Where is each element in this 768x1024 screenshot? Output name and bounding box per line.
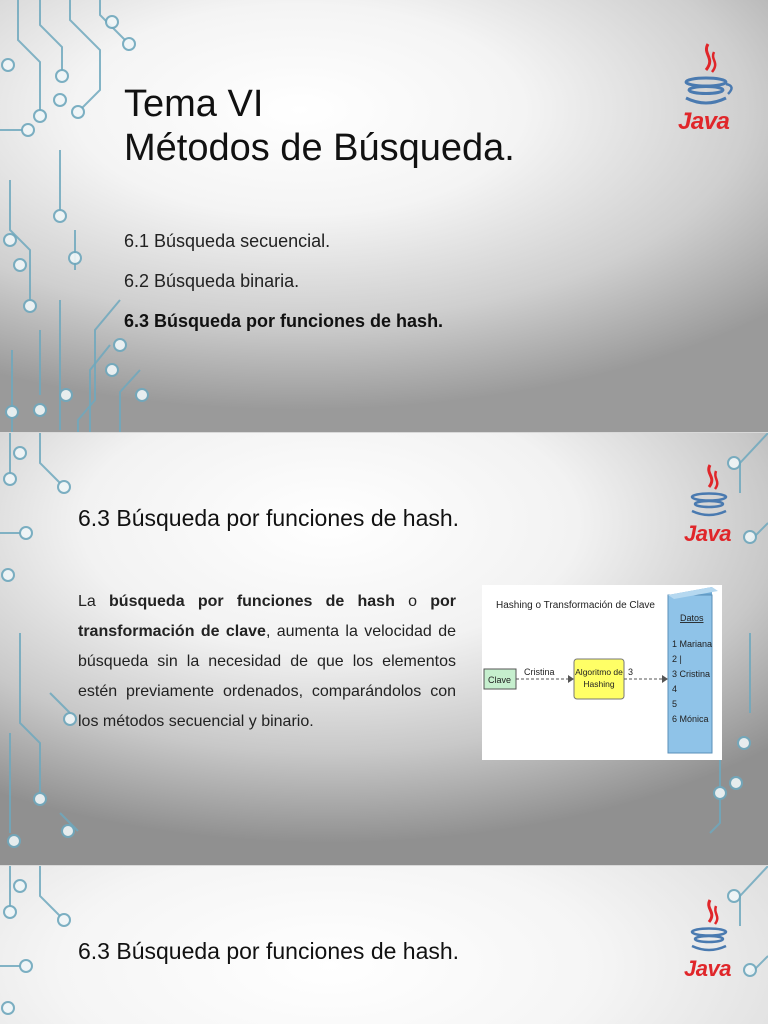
java-logo [672,40,742,150]
data-row: 4 [672,684,678,694]
data-row: 5 [672,699,678,709]
paragraph-bold: búsqueda por funciones de hash [109,593,395,610]
description-paragraph [78,587,456,737]
algorithm-label-1: Algoritmo de [575,667,623,677]
paragraph-text: La [78,593,110,610]
topic-item-current: 6.3 Búsqueda por funciones de hash. [124,311,444,331]
topic-list [124,228,443,348]
circuit-decoration [0,0,170,432]
data-row: 1 Mariana [672,639,713,649]
hashing-diagram-graphic [482,585,722,760]
slide-1 [0,0,768,432]
diagram-title: Hashing o Transformación de Clave [496,600,655,611]
title-line-2: Métodos de Búsqueda. [124,127,515,169]
java-logo [680,896,750,996]
slide-heading: 6.3 Búsqueda por funciones de hash. [78,505,460,531]
algorithm-label-2: Hashing [583,679,615,689]
topic-item: 6.1 Búsqueda secuencial. [124,231,331,251]
java-wordmark: Java [684,521,731,546]
slide-3 [0,866,768,1024]
arrow-head [568,675,574,683]
java-wordmark: Java [678,108,730,135]
arrow-head [662,675,668,683]
hash-output: 3 [628,667,634,677]
slide-2 [0,433,768,865]
paragraph-text: o [394,593,431,610]
data-row: 3 Cristina [672,669,711,679]
slide-heading: 6.3 Búsqueda por funciones de hash. [78,938,460,964]
key-box-label: Clave [488,675,512,685]
java-logo [680,461,750,561]
topic-item: 6.2 Búsqueda binaria. [124,271,300,291]
paragraph-bold: por transformación de clave [78,593,456,640]
java-cup-icon [672,40,742,110]
title-line-1: Tema VI [124,83,264,125]
key-value: Cristina [524,667,555,677]
java-cup-icon [680,461,740,523]
hashing-diagram [482,585,722,760]
java-cup-icon [680,896,740,958]
data-header: Datos [680,613,704,623]
circuit-decoration-left [0,866,90,1024]
data-row: 6 Mónica [672,714,709,724]
data-row: 2 | [672,654,682,664]
paragraph-text: , aumenta la velocidad de búsqueda sin la necesidad de que los elementos estén previamente ordenados, comparándolos con los métodos secuencial y binario. [78,623,456,730]
circuit-decoration-left [0,433,90,865]
java-wordmark: Java [684,956,731,981]
slide-title [124,82,515,170]
